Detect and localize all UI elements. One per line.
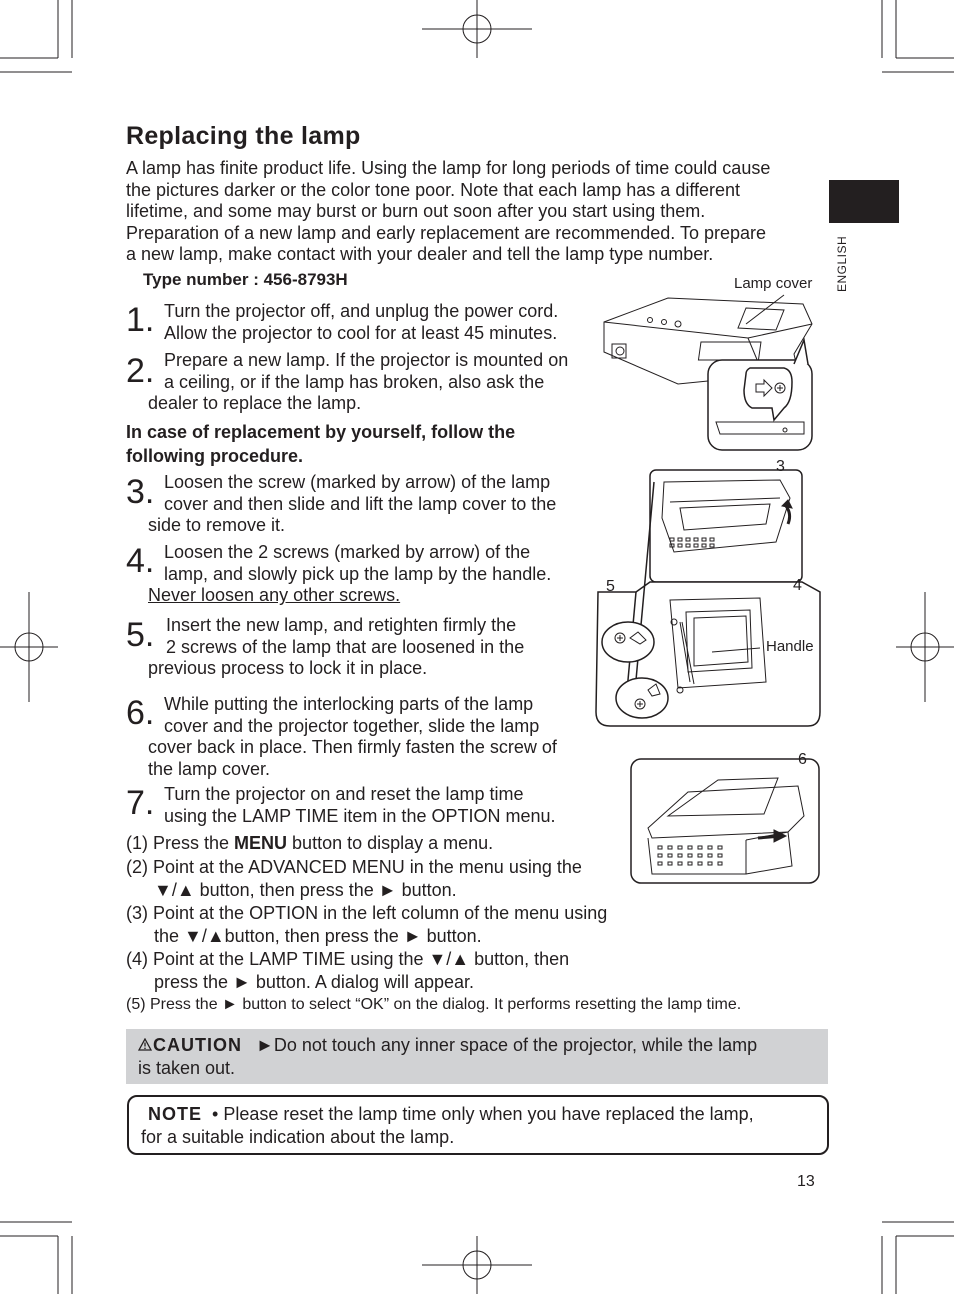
step-2-number: 2. [126, 352, 155, 390]
projector-illustration [598, 292, 818, 454]
caution-label: CAUTION [153, 1035, 242, 1055]
step-4-text [148, 542, 552, 607]
step-3-number: 3. [126, 473, 155, 511]
step-line: a ceiling, or if the lamp has broken, also ask the [164, 371, 545, 392]
step-5-number: 5. [126, 616, 155, 654]
step-line: using the LAMP TIME item in the OPTION menu. [164, 805, 556, 826]
substep-text: button to display a menu. [287, 833, 494, 853]
step-1-number: 1. [126, 301, 155, 339]
menu-button-name: MENU [234, 833, 288, 853]
procedure-heading [126, 420, 515, 468]
substep-line: (4) Point at the LAMP TIME using the ▼/▲ button, then [126, 949, 570, 969]
step-line: previous process to lock it in place. [148, 658, 428, 679]
lamp-cover-label: Lamp cover [734, 275, 813, 292]
warning-triangle-icon [138, 1034, 153, 1057]
step-line: Loosen the screw (marked by arrow) of the lamp [164, 472, 551, 492]
substep-text: (1) Press the [126, 833, 235, 853]
step-1-text [164, 301, 558, 344]
note-text: • Please reset the lamp time only when you have replaced the lamp, [212, 1104, 754, 1124]
language-tab [829, 180, 899, 223]
step-line: Insert the new lamp, and retighten firmly the [166, 615, 517, 635]
substep-line: ▼/▲ button, then press the ► button. [154, 880, 457, 900]
lamp-cover-replace-illustration [628, 756, 822, 886]
intro-line: Preparation of a new lamp and early replacement are recommended. To prepare [126, 222, 767, 243]
step-line: Allow the projector to cool for at least 45 minutes. [164, 322, 558, 343]
lamp-type-number: Type number : 456-8793H [143, 270, 348, 289]
step-7-number: 7. [126, 784, 155, 822]
step-2-text [148, 350, 569, 415]
step-line: While putting the interlocking parts of the lamp [164, 694, 534, 714]
step-4-number: 4. [126, 542, 155, 580]
step-line: dealer to replace the lamp. [148, 393, 362, 414]
substep-line: (3) Point at the OPTION in the left column of the menu using [126, 903, 608, 923]
heading-line: In case of replacement by yourself, follow the [126, 422, 516, 442]
step-line: 2 screws of the lamp that are loosened in the [166, 636, 525, 657]
substep-3 [126, 902, 607, 948]
lamp-removal-illustration [590, 462, 825, 732]
step-3-text [148, 472, 557, 537]
step-line: the lamp cover. [148, 758, 271, 779]
note-label: NOTE [148, 1104, 203, 1124]
substep-line: the ▼/▲button, then press the ► button. [154, 926, 482, 946]
intro-line: the pictures darker or the color tone poor. Note that each lamp has a different [126, 179, 741, 200]
note-text: for a suitable indication about the lamp. [141, 1127, 455, 1147]
substep-1 [126, 832, 493, 855]
caution-content [138, 1034, 757, 1080]
step-line: lamp, and slowly pick up the lamp by the handle. [164, 563, 552, 584]
note-box [127, 1095, 829, 1155]
caution-box [126, 1029, 828, 1084]
step-line: Loosen the 2 screws (marked by arrow) of the [164, 542, 531, 562]
figure-label-5: 5 [606, 578, 615, 595]
intro-line: a new lamp, make contact with your dealer and tell the lamp type number. [126, 244, 714, 265]
substep-line: press the ► button. A dialog will appear. [154, 972, 475, 992]
step-6-text [148, 694, 557, 780]
step-7-text [164, 784, 556, 827]
step-line: Prepare a new lamp. If the projector is mounted on [164, 350, 569, 370]
substep-line: (2) Point at the ADVANCED MENU in the menu using the [126, 857, 582, 877]
figure-label-6: 6 [798, 751, 807, 768]
step-line: cover and the projector together, slide the lamp [164, 715, 540, 736]
step-line: Turn the projector on and reset the lamp time [164, 784, 524, 804]
step-line: cover and then slide and lift the lamp cover to the [164, 493, 557, 514]
substep-4 [126, 948, 569, 994]
language-label: ENGLISH [835, 235, 849, 292]
step-6-number: 6. [126, 694, 155, 732]
figure-label-4: 4 [793, 577, 802, 594]
intro-line: lifetime, and some may burst or burn out soon after you start using them. [126, 201, 706, 222]
substep-2 [126, 856, 582, 902]
heading-line: following procedure. [126, 446, 304, 466]
page-title: Replacing the lamp [126, 122, 361, 150]
intro-paragraph [126, 158, 826, 266]
handle-label: Handle [766, 638, 814, 655]
intro-line: A lamp has finite product life. Using the lamp for long periods of time could cause [126, 158, 771, 178]
page-number: 13 [797, 1173, 815, 1190]
step-4-warning: Never loosen any other screws. [148, 585, 401, 606]
caution-text: is taken out. [138, 1058, 236, 1078]
step-5-text [148, 615, 525, 680]
figure-label-3: 3 [776, 458, 785, 475]
substep-5: (5) Press the ► button to select “OK” on the dialog. It performs resetting the lamp time. [126, 996, 742, 1013]
caution-text: ►Do not touch any inner space of the projector, while the lamp [256, 1035, 758, 1055]
note-content [141, 1103, 754, 1149]
step-line: cover back in place. Then firmly fasten the screw of [148, 737, 557, 758]
step-line: side to remove it. [148, 515, 286, 536]
step-line: Turn the projector off, and unplug the power cord. [164, 301, 559, 321]
